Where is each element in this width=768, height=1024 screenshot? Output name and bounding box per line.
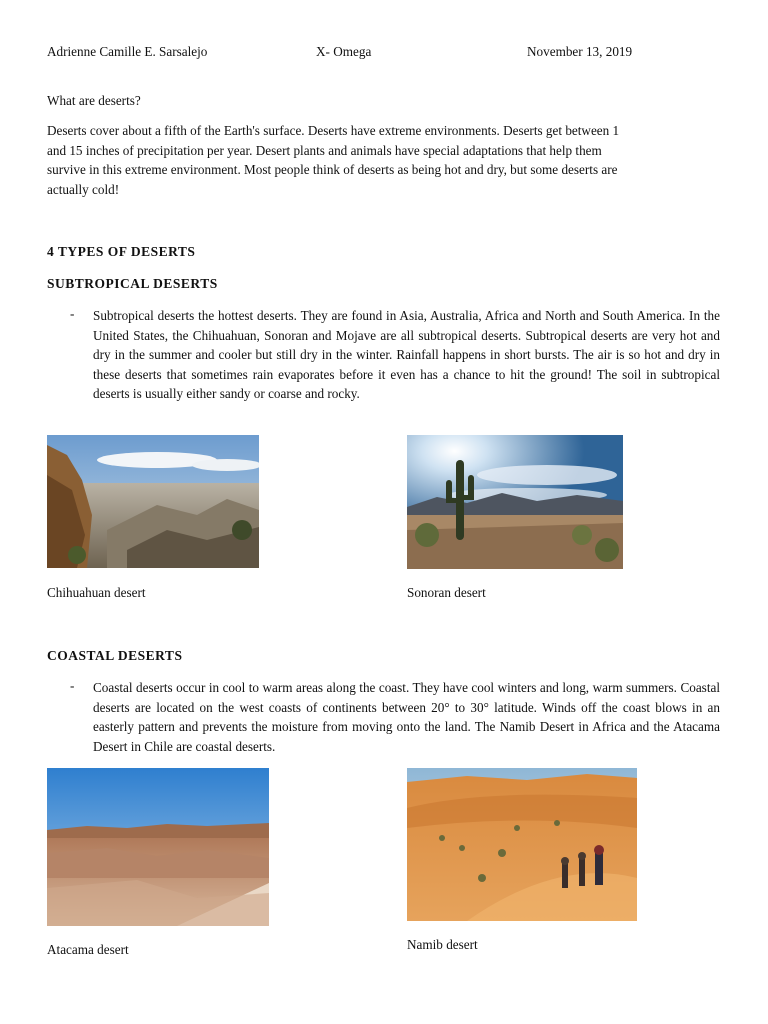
atacama-caption: Atacama desert — [47, 942, 129, 957]
namib-caption: Namib desert — [407, 937, 478, 952]
class-section: X- Omega — [316, 44, 372, 59]
intro-question: What are deserts? — [47, 93, 141, 108]
author-name: Adrienne Camille E. Sarsalejo — [47, 44, 208, 59]
coastal-description: Coastal deserts occur in cool to warm areas along the coast. They have cool winters and long, warm summers. Coastal deserts are located on the west coasts of continents between 20° to 30° latitude. Winds off the coast blows in an easterly pattern and prevents the moisture from moving onto the land. The Namib Desert in Africa and the Atacama Desert in Chile are coastal deserts. — [93, 680, 720, 754]
intro-paragraph — [47, 121, 727, 199]
coastal-heading: COASTAL DESERTS — [47, 648, 183, 663]
sonoran-desert-photo — [407, 435, 623, 569]
namib-desert-photo — [407, 768, 637, 921]
intro-line: actually cold! — [47, 181, 120, 197]
document-date: November 13, 2019 — [527, 44, 633, 59]
intro-line: Deserts cover about a fifth of the Earth's surface. Deserts have extreme environments. Deserts get between 1 — [47, 123, 620, 138]
subtropical-heading: SUBTROPICAL DESERTS — [47, 276, 218, 291]
types-heading: 4 TYPES OF DESERTS — [47, 244, 196, 259]
intro-line: and 15 inches of precipitation per year. Desert plants and animals have special adaptations that help them — [47, 142, 602, 158]
intro-line: survive in this extreme environment. Most people think of deserts as being hot and dry, but some deserts are — [47, 162, 618, 177]
subtropical-bullet-dash: - — [70, 306, 75, 321]
subtropical-description: Subtropical deserts the hottest deserts. They are found in Asia, Australia, Africa and North and South America. In the United States, the Chihuahuan, Sonoran and Mojave are all subtropical deserts. Subtropical deserts are very hot and dry in the summer and cooler but still dry in the winter. Rainfall happens in short bursts. The air is so hot and dry in these deserts that sometimes rain evaporates before it even has a chance to hit the ground! The soil in subtropical deserts is usually either sandy or coarse and rocky. — [93, 308, 720, 401]
chihuahuan-caption: Chihuahuan desert — [47, 585, 146, 600]
coastal-bullet-dash: - — [70, 678, 75, 693]
sonoran-caption: Sonoran desert — [407, 585, 486, 600]
atacama-desert-photo — [47, 768, 269, 926]
chihuahuan-desert-photo — [47, 435, 259, 568]
